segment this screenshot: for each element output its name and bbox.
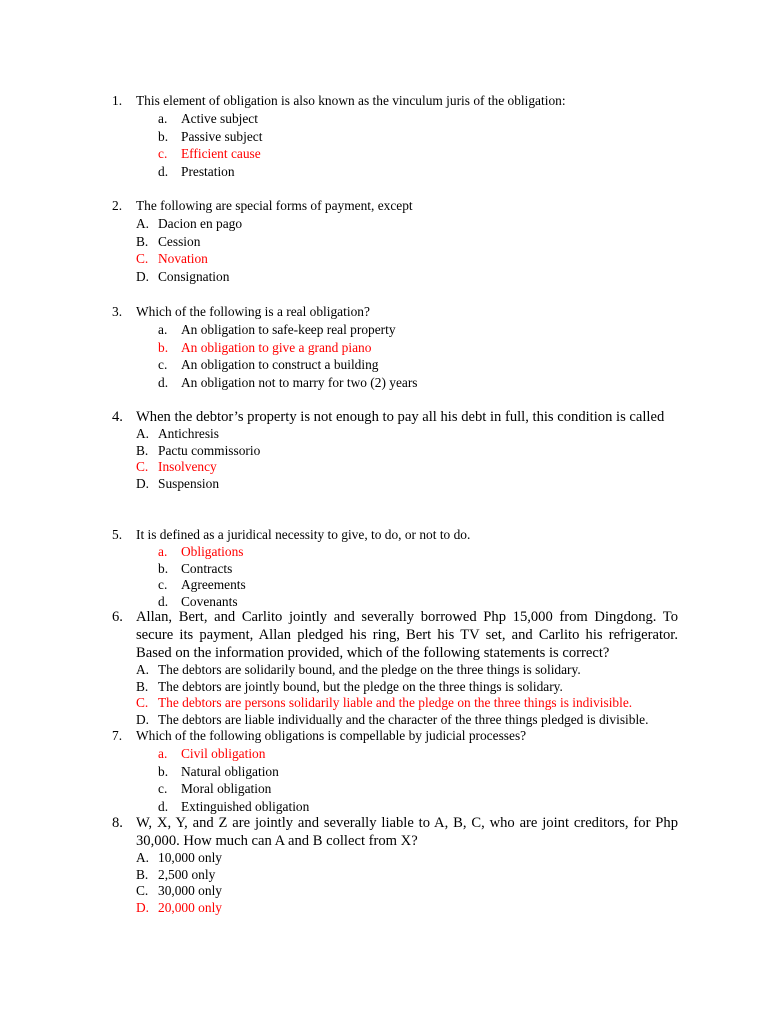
choice-text: Consignation bbox=[158, 268, 230, 284]
question-stem bbox=[112, 408, 678, 426]
choice-marker: C. bbox=[136, 251, 149, 267]
question-7 bbox=[112, 727, 678, 815]
question-stem bbox=[112, 526, 678, 544]
question-4 bbox=[112, 408, 678, 492]
choice-7d bbox=[158, 798, 678, 816]
question-5 bbox=[112, 526, 678, 610]
choice-text: Covenants bbox=[181, 593, 238, 609]
choice-7c bbox=[158, 780, 678, 798]
question-stem bbox=[112, 727, 678, 745]
question-stem bbox=[112, 814, 678, 850]
choice-4d bbox=[136, 476, 678, 493]
question-text: When the debtor’s property is not enough to pay all his debt in full, this condition is called bbox=[136, 409, 665, 425]
choice-5b bbox=[158, 561, 678, 578]
question-text: This element of obligation is also known as the vinculum juris of the obligation: bbox=[136, 93, 566, 108]
choice-6a bbox=[136, 662, 678, 679]
question-text: Allan, Bert, and Carlito jointly and severally borrowed Php 15,000 from Dingdong. To secure its payment, Allan pledged his ring, Bert his TV set, and Carlito his refrigerator. Based on the information provided, which of the following statements is correct? bbox=[136, 609, 678, 661]
choice-text: The debtors are liable individually and the character of the three things pledged is divisible. bbox=[158, 711, 649, 727]
choice-text: Dacion en pago bbox=[158, 216, 243, 231]
choice-marker: D. bbox=[136, 899, 150, 915]
question-number: 4. bbox=[112, 409, 123, 425]
choice-text: Extinguished obligation bbox=[181, 798, 310, 814]
question-number: 2. bbox=[112, 198, 123, 213]
question-text: W, X, Y, and Z are jointly and severally liable to A, B, C, who are joint creditors, for Php 30,000. How much can A and B collect from X? bbox=[136, 815, 678, 849]
choice-marker: d. bbox=[158, 163, 169, 179]
question-number: 6. bbox=[112, 609, 123, 625]
question-6 bbox=[112, 608, 678, 728]
choice-text: Civil obligation bbox=[181, 746, 266, 761]
choice-marker: a. bbox=[158, 746, 168, 761]
choice-1c-correct bbox=[158, 145, 678, 163]
choice-marker: C. bbox=[136, 883, 149, 899]
question-text: The following are special forms of payment, except bbox=[136, 198, 413, 213]
choice-text: The debtors are persons solidarily liable and the pledge on the three things is indivisible. bbox=[158, 695, 633, 711]
choice-text: Cession bbox=[158, 233, 201, 249]
choice-8d-correct bbox=[136, 900, 678, 917]
question-8 bbox=[112, 814, 678, 916]
choice-text: An obligation to give a grand piano bbox=[181, 339, 372, 355]
choice-text: 10,000 only bbox=[158, 850, 222, 865]
choice-text: The debtors are jointly bound, but the pledge on the three things is solidary. bbox=[158, 678, 563, 694]
choice-marker: c. bbox=[158, 146, 168, 162]
question-stem bbox=[112, 608, 678, 662]
question-text: Which of the following is a real obligation? bbox=[136, 304, 370, 319]
choice-text: Antichresis bbox=[158, 426, 219, 441]
choice-4b bbox=[136, 443, 678, 460]
choice-text: Active subject bbox=[181, 111, 258, 126]
choice-6b bbox=[136, 679, 678, 696]
choice-marker: d. bbox=[158, 374, 169, 390]
choice-marker: d. bbox=[158, 798, 169, 814]
choice-3c bbox=[158, 356, 678, 374]
choice-2a bbox=[136, 215, 678, 233]
choice-text: An obligation to safe-keep real property bbox=[181, 322, 396, 337]
choice-6d bbox=[136, 712, 678, 729]
question-number: 7. bbox=[112, 728, 123, 743]
choice-text: Efficient cause bbox=[181, 146, 261, 162]
question-number: 5. bbox=[112, 527, 123, 542]
choice-text: An obligation not to marry for two (2) years bbox=[181, 374, 418, 390]
choice-text: Contracts bbox=[181, 560, 233, 576]
choice-1b bbox=[158, 128, 678, 146]
choice-6c-correct bbox=[136, 695, 678, 712]
question-number: 3. bbox=[112, 304, 123, 319]
choice-8a bbox=[136, 850, 678, 867]
question-text: It is defined as a juridical necessity to give, to do, or not to do. bbox=[136, 527, 471, 542]
choice-4a bbox=[136, 426, 678, 443]
choice-8b bbox=[136, 867, 678, 884]
choice-marker: A. bbox=[136, 216, 150, 231]
choice-text: Suspension bbox=[158, 475, 220, 491]
choice-marker: d. bbox=[158, 593, 169, 609]
choice-2b bbox=[136, 233, 678, 251]
choice-marker: a. bbox=[158, 111, 168, 126]
choice-marker: a. bbox=[158, 322, 168, 337]
choice-text: Moral obligation bbox=[181, 781, 272, 797]
choice-text: Agreements bbox=[181, 577, 246, 593]
choice-marker: B. bbox=[136, 442, 149, 458]
choice-marker: b. bbox=[158, 339, 169, 355]
choice-marker: D. bbox=[136, 475, 150, 491]
choice-marker: B. bbox=[136, 233, 149, 249]
choice-text: Insolvency bbox=[158, 459, 217, 475]
choice-3d bbox=[158, 374, 678, 392]
choice-marker: B. bbox=[136, 866, 149, 882]
choice-text: Natural obligation bbox=[181, 763, 279, 779]
choice-text: The debtors are solidarily bound, and the pledge on the three things is solidary. bbox=[158, 662, 581, 677]
question-stem bbox=[112, 197, 678, 215]
choice-text: An obligation to construct a building bbox=[181, 357, 379, 373]
choice-1d bbox=[158, 163, 678, 181]
question-3 bbox=[112, 303, 678, 391]
choice-marker: b. bbox=[158, 763, 169, 779]
choice-marker: A. bbox=[136, 426, 150, 441]
choice-marker: c. bbox=[158, 577, 168, 593]
question-number: 8. bbox=[112, 815, 123, 831]
choice-marker: b. bbox=[158, 128, 169, 144]
question-stem bbox=[112, 92, 678, 110]
choice-marker: b. bbox=[158, 560, 169, 576]
choice-text: Passive subject bbox=[181, 128, 263, 144]
choice-3a bbox=[158, 321, 678, 339]
choice-3b-correct bbox=[158, 339, 678, 357]
choice-4c-correct bbox=[136, 459, 678, 476]
question-text: Which of the following obligations is compellable by judicial processes? bbox=[136, 728, 527, 743]
choice-marker: C. bbox=[136, 695, 149, 711]
choice-text: 20,000 only bbox=[158, 899, 222, 915]
question-2 bbox=[112, 197, 678, 285]
choice-text: Novation bbox=[158, 251, 208, 267]
choice-marker: A. bbox=[136, 850, 150, 865]
choice-2d bbox=[136, 268, 678, 286]
choice-text: 2,500 only bbox=[158, 866, 216, 882]
question-stem bbox=[112, 303, 678, 321]
choice-7a-correct bbox=[158, 745, 678, 763]
choice-marker: c. bbox=[158, 781, 168, 797]
choice-1a bbox=[158, 110, 678, 128]
choice-marker: B. bbox=[136, 678, 149, 694]
choice-5a-correct bbox=[158, 544, 678, 561]
choice-text: 30,000 only bbox=[158, 883, 222, 899]
choice-7b bbox=[158, 763, 678, 781]
choice-marker: A. bbox=[136, 662, 150, 677]
choice-text: Prestation bbox=[181, 163, 235, 179]
choice-8c bbox=[136, 883, 678, 900]
question-1 bbox=[112, 92, 678, 180]
choice-marker: C. bbox=[136, 459, 149, 475]
choice-marker: D. bbox=[136, 268, 150, 284]
choice-2c-correct bbox=[136, 250, 678, 268]
choice-marker: D. bbox=[136, 711, 150, 727]
choice-marker: c. bbox=[158, 357, 168, 373]
choice-text: Obligations bbox=[181, 544, 244, 559]
question-number: 1. bbox=[112, 93, 123, 108]
choice-marker: a. bbox=[158, 544, 168, 559]
choice-5c bbox=[158, 577, 678, 594]
choice-text: Pactu commissorio bbox=[158, 442, 261, 458]
